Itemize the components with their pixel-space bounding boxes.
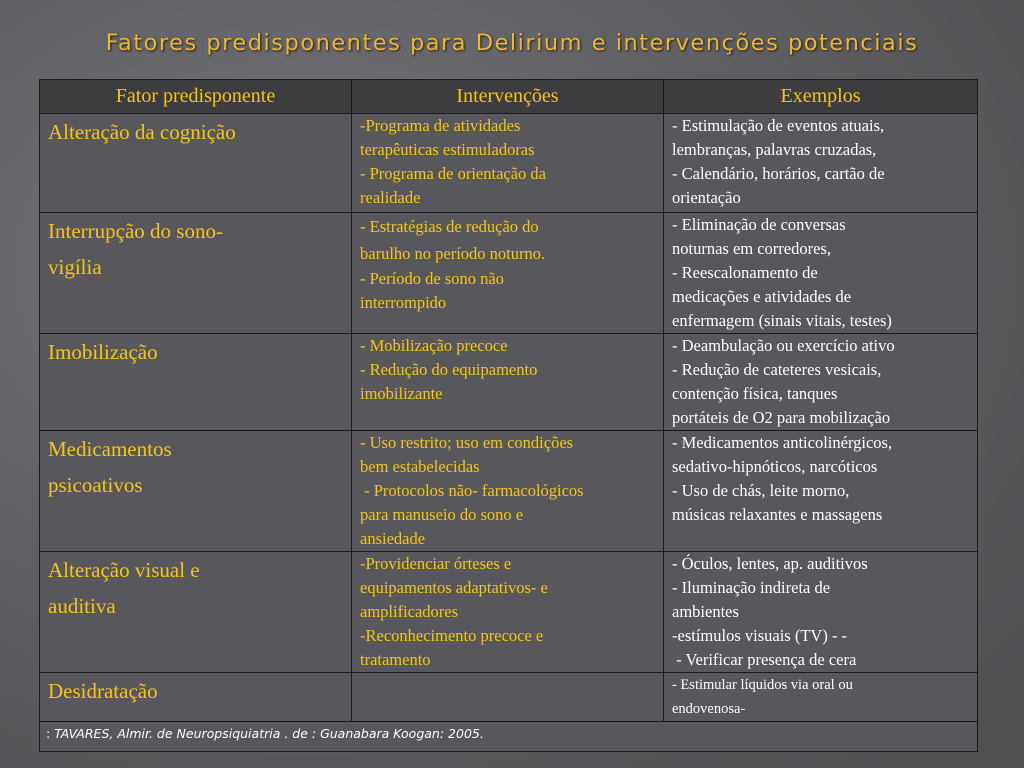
delirium-factors-table [39, 79, 978, 752]
intervention-line: -Reconhecimento precoce e [360, 626, 544, 645]
example-line: - Calendário, horários, cartão de [672, 164, 885, 183]
header-examples: Exemplos [664, 80, 978, 114]
header-factor: Fator predisponente [40, 80, 352, 114]
intervention-line: bem estabelecidas [360, 457, 480, 476]
interventions-cell [352, 431, 664, 552]
intervention-line: interrompido [360, 293, 447, 312]
table-row [40, 213, 978, 334]
example-line: - Medicamentos anticolinérgicos, [672, 433, 893, 452]
intervention-line: tratamento [360, 650, 431, 669]
example-line: - Estimular líquidos via oral ou [672, 677, 853, 693]
factor-cell [40, 431, 352, 552]
example-line: - Iluminação indireta de [672, 578, 831, 597]
factor-cell [40, 213, 352, 334]
intervention-line: imobilizante [360, 384, 443, 403]
factor-cell [40, 552, 352, 673]
example-line: - Óculos, lentes, ap. auditivos [672, 554, 868, 573]
interventions-cell [352, 334, 664, 431]
intervention-line: - Redução do equipamento [360, 360, 538, 379]
factor-line: Desidratação [48, 679, 158, 703]
factor-cell [40, 673, 352, 722]
interventions-cell [352, 114, 664, 213]
factor-cell [40, 334, 352, 431]
example-line: - Eliminação de conversas [672, 215, 846, 234]
factor-line: Alteração visual e [48, 558, 200, 582]
table-row [40, 431, 978, 552]
example-line: - Reescalonamento de [672, 263, 818, 282]
example-line: contenção física, tanques [672, 384, 838, 403]
intervention-line: - Período de sono não [360, 269, 504, 288]
slide-title: Fatores predisponentes para Delirium e intervenções potenciais [105, 30, 919, 56]
footnote-cell [40, 722, 978, 752]
example-line: endovenosa- [672, 701, 746, 717]
intervention-line: - Uso restrito; uso em condições [360, 433, 574, 452]
examples-cell [664, 431, 978, 552]
factor-line: psicoativos [48, 473, 143, 497]
factor-line: Interrupção do sono- [48, 219, 223, 243]
example-line: - Uso de chás, leite morno, [672, 481, 850, 500]
intervention-line: -Programa de atividades [360, 116, 521, 135]
examples-cell [664, 673, 978, 722]
intervention-line: ansiedade [360, 529, 426, 548]
interventions-cell [352, 673, 664, 722]
examples-cell [664, 213, 978, 334]
footnote-row [40, 722, 978, 752]
intervention-line: - Protocolos não- farmacológicos [360, 481, 584, 500]
factor-line: vigília [48, 255, 102, 279]
intervention-line: equipamentos adaptativos- e [360, 578, 548, 597]
factor-line: Imobilização [48, 340, 158, 364]
example-line: orientação [672, 188, 741, 207]
factor-line: auditiva [48, 594, 116, 618]
citation-text: TAVARES, Almir. de Neuropsiquiatria . de : Guanabara Koogan: 2005. [54, 726, 484, 741]
table-row [40, 334, 978, 431]
header-interventions: Intervenções [352, 80, 664, 114]
factor-cell [40, 114, 352, 213]
example-line: ambientes [672, 602, 739, 621]
table-header-row [40, 80, 978, 114]
intervention-line: para manuseio do sono e [360, 505, 524, 524]
intervention-line: - Mobilização precoce [360, 336, 508, 355]
factor-line: Medicamentos [48, 437, 172, 461]
example-line: músicas relaxantes e massagens [672, 505, 883, 524]
examples-cell [664, 334, 978, 431]
example-line: enfermagem (sinais vitais, testes) [672, 311, 892, 330]
intervention-line: amplificadores [360, 602, 459, 621]
intervention-line: realidade [360, 188, 421, 207]
interventions-cell [352, 552, 664, 673]
footnote-prefix: : [46, 726, 55, 741]
intervention-line: - Programa de orientação da [360, 164, 546, 183]
intervention-line: terapêuticas estimuladoras [360, 140, 535, 159]
intervention-line: -Providenciar órteses e [360, 554, 512, 573]
table-row [40, 673, 978, 722]
example-line: sedativo-hipnóticos, narcóticos [672, 457, 878, 476]
example-line: -estímulos visuais (TV) - - [672, 626, 848, 645]
example-line: medicações e atividades de [672, 287, 852, 306]
example-line: - Redução de cateteres vesicais, [672, 360, 882, 379]
examples-cell [664, 114, 978, 213]
example-line: - Verificar presença de cera [672, 650, 857, 669]
table-row [40, 114, 978, 213]
example-line: - Estimulação de eventos atuais, [672, 116, 885, 135]
intervention-line: - Estratégias de redução do [360, 217, 539, 236]
example-line: noturnas em corredores, [672, 239, 831, 258]
interventions-cell [352, 213, 664, 334]
examples-cell [664, 552, 978, 673]
example-line: - Deambulação ou exercício ativo [672, 336, 895, 355]
factor-line: Alteração da cognição [48, 120, 236, 144]
intervention-line: barulho no período noturno. [360, 244, 546, 263]
example-line: lembranças, palavras cruzadas, [672, 140, 877, 159]
table-row [40, 552, 978, 673]
example-line: portáteis de O2 para mobilização [672, 408, 891, 427]
